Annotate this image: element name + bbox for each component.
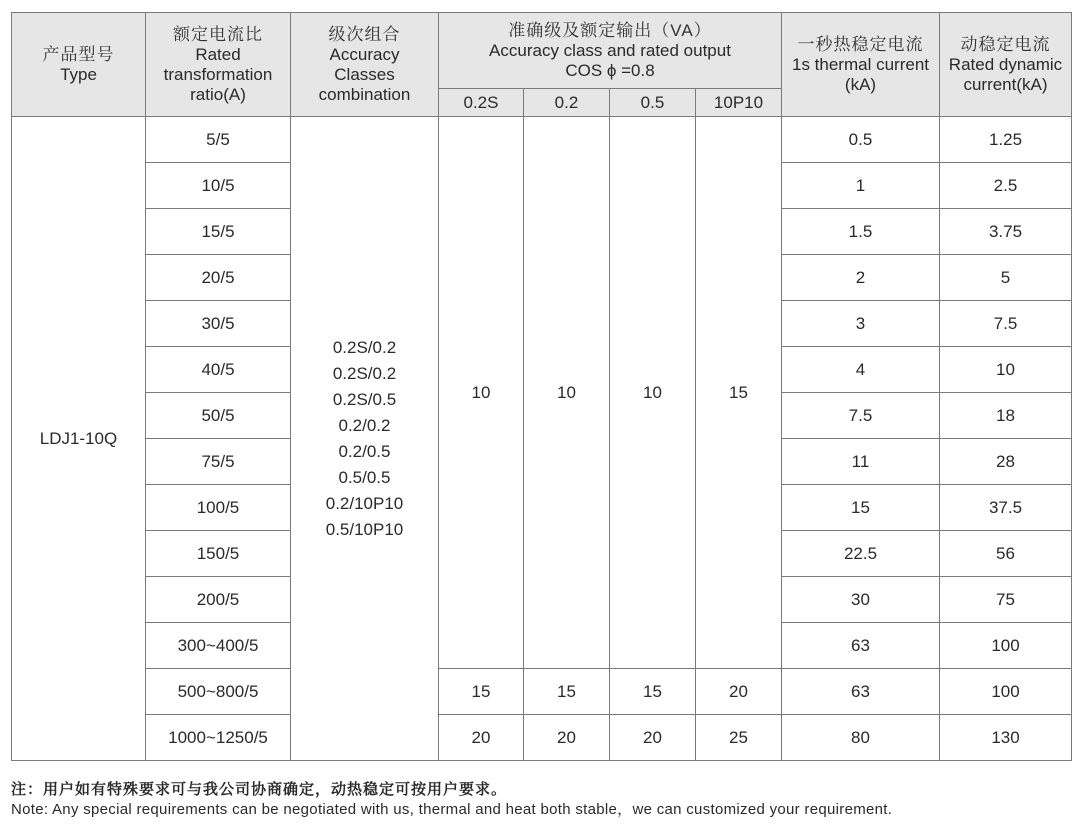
combination-item: 0.2S/0.5	[332, 389, 397, 409]
combination-item: 0.5/0.5	[338, 467, 391, 487]
output-cell: 15	[524, 669, 610, 715]
dynamic-cell: 37.5	[940, 485, 1072, 531]
ratio-cell: 200/5	[146, 577, 291, 623]
thermal-cell: 1.5	[782, 209, 940, 255]
thermal-cell: 11	[782, 439, 940, 485]
header-class-0.2S: 0.2S	[439, 89, 524, 117]
combination-cell	[291, 117, 439, 761]
ratio-cell: 5/5	[146, 117, 291, 163]
dynamic-cell: 2.5	[940, 163, 1072, 209]
ratio-cell: 75/5	[146, 439, 291, 485]
ratio-cell: 500~800/5	[146, 669, 291, 715]
header-combination: 级次组合 Accuracy Classes combination	[291, 13, 439, 117]
ratio-cell: 20/5	[146, 255, 291, 301]
dynamic-cell: 3.75	[940, 209, 1072, 255]
thermal-cell: 63	[782, 669, 940, 715]
ratio-cell: 10/5	[146, 163, 291, 209]
thermal-cell: 7.5	[782, 393, 940, 439]
table-row	[12, 669, 1072, 715]
thermal-cell: 3	[782, 301, 940, 347]
spec-table	[11, 12, 1072, 761]
ratio-cell: 40/5	[146, 347, 291, 393]
dynamic-cell: 130	[940, 715, 1072, 761]
thermal-cell: 30	[782, 577, 940, 623]
combination-item: 0.5/10P10	[325, 519, 404, 539]
header-class-0.5: 0.5	[610, 89, 696, 117]
header-class-0.2: 0.2	[524, 89, 610, 117]
thermal-cell: 4	[782, 347, 940, 393]
table-body	[12, 117, 1072, 761]
thermal-cell: 63	[782, 623, 940, 669]
ratio-cell: 15/5	[146, 209, 291, 255]
output-cell: 15	[439, 669, 524, 715]
header-dynamic: 动稳定电流 Rated dynamic current(kA)	[940, 13, 1072, 117]
dynamic-cell: 1.25	[940, 117, 1072, 163]
note-zh: 注：用户如有特殊要求可与我公司协商确定，动热稳定可按用户要求。	[11, 781, 508, 798]
thermal-cell: 80	[782, 715, 940, 761]
output-cell: 15	[696, 117, 782, 669]
note-en: Note: Any special requirements can be negotiated with us, thermal and heat both stable，we can customized your requirement.	[11, 801, 893, 818]
dynamic-cell: 100	[940, 669, 1072, 715]
output-cell: 20	[524, 715, 610, 761]
dynamic-cell: 75	[940, 577, 1072, 623]
thermal-cell: 1	[782, 163, 940, 209]
model-cell: LDJ1-10Q	[12, 117, 146, 761]
thermal-cell: 0.5	[782, 117, 940, 163]
dynamic-cell: 56	[940, 531, 1072, 577]
dynamic-cell: 18	[940, 393, 1072, 439]
header-type: 产品型号 Type	[12, 13, 146, 117]
output-cell: 10	[610, 117, 696, 669]
dynamic-cell: 28	[940, 439, 1072, 485]
ratio-cell: 100/5	[146, 485, 291, 531]
ratio-cell: 150/5	[146, 531, 291, 577]
header-output: 准确级及额定输出（VA） Accuracy class and rated output COS ϕ =0.8	[439, 13, 782, 89]
output-cell: 10	[524, 117, 610, 669]
ratio-cell: 50/5	[146, 393, 291, 439]
thermal-cell: 22.5	[782, 531, 940, 577]
ratio-cell: 300~400/5	[146, 623, 291, 669]
combination-item: 0.2/0.5	[338, 441, 391, 461]
combination-item: 0.2/10P10	[325, 493, 404, 513]
output-cell: 20	[610, 715, 696, 761]
ratio-cell: 30/5	[146, 301, 291, 347]
output-cell: 20	[696, 669, 782, 715]
output-cell: 10	[439, 117, 524, 669]
output-cell: 20	[439, 715, 524, 761]
ratio-cell: 1000~1250/5	[146, 715, 291, 761]
output-cell: 25	[696, 715, 782, 761]
header-ratio: 额定电流比 Rated transformation ratio(A)	[146, 13, 291, 117]
output-cell: 15	[610, 669, 696, 715]
table-row	[12, 715, 1072, 761]
thermal-cell: 15	[782, 485, 940, 531]
dynamic-cell: 7.5	[940, 301, 1072, 347]
dynamic-cell: 10	[940, 347, 1072, 393]
dynamic-cell: 100	[940, 623, 1072, 669]
combination-item: 0.2/0.2	[338, 415, 391, 435]
dynamic-cell: 5	[940, 255, 1072, 301]
combination-item: 0.2S/0.2	[332, 363, 397, 383]
table-row	[12, 117, 1072, 163]
header-class-10P10: 10P10	[696, 89, 782, 117]
header-thermal: 一秒热稳定电流 1s thermal current (kA)	[782, 13, 940, 117]
thermal-cell: 2	[782, 255, 940, 301]
table-header	[12, 13, 1072, 117]
combination-item: 0.2S/0.2	[332, 337, 397, 357]
